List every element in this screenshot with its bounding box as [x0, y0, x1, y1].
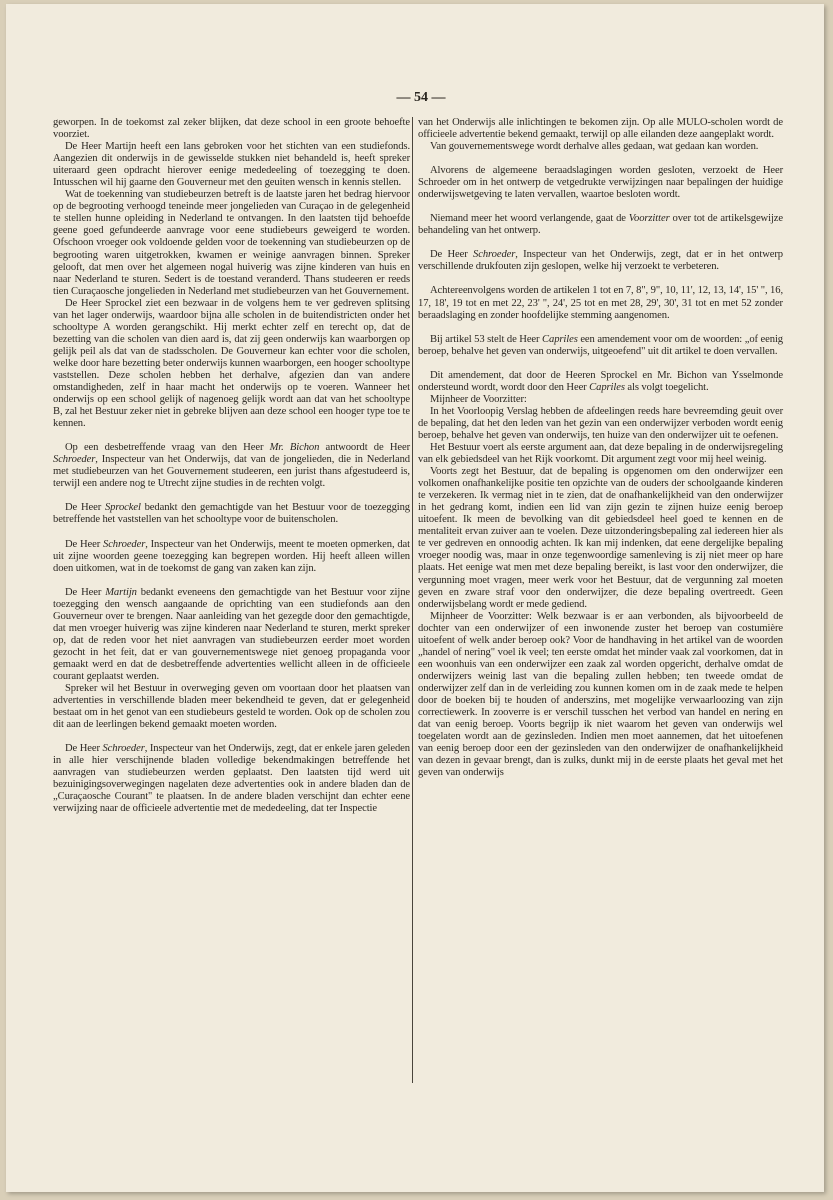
text-run: De Heer	[430, 249, 474, 261]
paragraph: Van gouvernementswege wordt derhalve alles gedaan, wat gedaan kan worden.	[430, 141, 759, 153]
text-run: over tot de artikelsgewijze behandeling van het ontwerp.	[418, 213, 783, 237]
text-run: , Inspecteur van het Onderwijs, dat van de jongelieden, die in Nederland met studiebeurzen van het Gouvernement studeeren, een jurist thans afgestudeerd is, terwijl een andere nog te Utrecht zijne studies in de rechten volgt.	[53, 454, 410, 490]
document-page	[6, 4, 824, 1192]
speaker-name: Martijn	[105, 586, 137, 598]
column-divider	[412, 117, 413, 1083]
paragraph: Mijnheer de Voorzitter:	[430, 393, 527, 405]
paragraph: In het Voorloopig Verslag hebben de afdeelingen reeds hare bevreemding geuit over de bepaling, dat het den leden van het gezin van een onderwijzer verboden wordt eenig beroep, behalve het geven van onderwijs, ten huize van den onderwijzer uit te oefenen.	[418, 405, 783, 441]
text-run: , Inspecteur van het Onderwijs, zegt, dat er in het ontwerp verschillende drukfouten zijn geslopen, welke hij verzoekt te verbeteren.	[418, 249, 783, 273]
paragraph: Achtereenvolgens worden de artikelen 1 tot en 7, 8", 9", 10, 11', 12, 13, 14', 15' ", 16, 17, 18', 19 tot en met 22, 23' ", 24', 25 tot en met 28, 29', 30', 31 tot en met 52 zonder beraadslaging en zonder hoofdelijke stemming aangenomen.	[418, 285, 783, 321]
speaker-name: Schroeder	[53, 454, 96, 466]
text-run: De Heer	[65, 586, 106, 598]
speaker-name: Sprockel	[104, 502, 141, 514]
paragraph: Voorts zegt het Bestuur, dat de bepaling is opgenomen om den onderwijzer een volkomen onafhankelijke positie ten opzichte van de ouders der schoolgaande kinderen te verzekeren. Ik vermag niet in te zien, dat de onafhankelijkheid van den onderwijzer in het gedrang komt, indien een lid van zijn gezin te zijnen huize eenig beroep uitoefent. Ik meen de bevolking van dit gebiedsdeel heel goed te kennen en de mentaliteit ervan zuiver aan te voelen. Deze uitzonderingsbepaling zal iedereen hier als te ver gedreven en onnoodig achten. Ik kan mij indenken, dat eene dergelijke bepaling vroeger noodig was, maar in onze tegenwoordige samenleving is zij niet meer op hare plaats. Het eenige wat men met deze bepaling bereikt, is last voor den onderwijzer, die vergunning moet vragen, meer werk voor het Bestuur, dat de vergunning zal moeten geven en zware straf voor den onderwijzer, die deze bepaling overtreedt. Geen onderwijsbelang wordt er mede gediend.	[418, 466, 783, 610]
paragraph	[53, 539, 410, 575]
paragraph: De Heer Martijn heeft een lans gebroken voor het stichten van een studiefonds. Aangezien dit onderwijs in de gewisselde stukken niet behandeld is, heeft spreker uiteraard geen opdracht hierover eenige mededeeling of toezegging te doen. Intusschen wil hij gaarne den Gouverneur met den geuiten wensch in kennis stellen.	[53, 141, 410, 189]
paragraph	[418, 249, 783, 273]
paragraph: Het Bestuur voert als eerste argument aan, dat deze bepaling in de onderwijsregeling van elk gebiedsdeel van het Rijk voorkomt. Dit argument zegt voor mij heel weinig.	[418, 441, 783, 466]
speaker-name: Voorzitter	[628, 213, 670, 225]
text-run: bedankt eveneens den gemachtigde van het Bestuur voor zijne toezegging den wensch aangaande de oprichting van een studiefonds aan den Gouverneur over te brengen. Naar aanleiding van het gezegde door den gemachtigde, dat men vroeger huiverig was zijne kinderen naar Nederland te sturen, merkt spreker op, dat de reden voor het niet aanvragen van studiebeurzen eerder moet worden gezocht in het feit, dat er van gouvernementswege niet genoeg propaganda voor gemaakt werd en dat de desbetreffende advertenties wellicht alleen in de officieele courant geplaatst werden.	[53, 586, 411, 682]
text-run: Op een desbetreffende vraag van den Heer	[65, 442, 270, 454]
speaker-name: Capriles	[589, 381, 625, 393]
text-run: bedankt den gemachtigde van het Bestuur voor de toezegging betreffende het vaststellen van het schooltype voor de buitenscholen.	[53, 502, 411, 526]
text-run: , Inspecteur van het Onderwijs, zegt, dat er enkele jaren geleden in alle hier verschijnende bladen volledige bekendmakingen betreffende het aanvragen van studiebeurzen werden geplaatst. Den laatsten tijd werd uit bezuinigingsoverwegingen nagelaten deze advertenties ook in andere bladen dan de „Curaçaosche Courant" te plaatsen. In de andere bladen verschijnt dan echter eene verwijzing naar de officieele advertentie met de mededeeling, dat ter Inspectie	[53, 743, 410, 815]
right-column	[418, 117, 783, 779]
paragraph	[418, 370, 783, 394]
paragraph: geworpen. In de toekomst zal zeker blijken, dat deze school in een groote behoefte voorziet.	[53, 117, 410, 141]
speaker-name: Capriles	[542, 333, 578, 345]
text-run: Dit amendement, dat door de Heeren Sprockel en Mr. Bichon van Ysselmonde ondersteund wordt, wordt door den Heer	[418, 369, 783, 393]
text-run: als volgt toegelicht.	[624, 381, 709, 393]
paragraph: van het Onderwijs alle inlichtingen te bekomen zijn. Op alle MULO-scholen wordt de officieele advertentie bekend gemaakt, terwijl op alle eilanden deze aangeplakt wordt.	[418, 117, 783, 141]
left-column	[53, 117, 410, 815]
paragraph	[53, 442, 410, 490]
paragraph	[53, 587, 410, 683]
paragraph: De Heer Sprockel ziet een bezwaar in de volgens hem te ver gedreven splitsing van het lager onderwijs, waardoor bijna alle scholen in de buitendistricten onder het schooltype A worden gerangschikt. Hij merkt echter zelf en terecht op, dat de bezetting van die scholen van dien aard is, dat zij geen onderwijs kan waarborgen op gelijk peil als dat van de stadsscholen. De Gouverneur kan echter voor die scholen, welke door hare bezetting beter onderwijs kunnen waarborgen, een hooger schooltype vaststellen. Deze scholen hebben het derhalve, afgezien dan van andere omstandigheden, zelf in haar macht het onderwijs op te voeren. Wanneer het onderwijs op een school gelijk of nagenoeg gelijk wordt aan dat van het schooltype B, zal het Bestuur zeker niet in gebreke blijven aan deze school een hooger type toe te kennen.	[53, 297, 410, 430]
text-run: De Heer	[65, 743, 103, 755]
paragraph	[418, 213, 783, 237]
paragraph	[53, 743, 410, 815]
speaker-name: Schroeder	[103, 538, 146, 550]
paragraph: Spreker wil het Bestuur in overweging geven om voortaan door het plaatsen van advertenties in verschillende bladen meer bekendheid te geven, dat er gelegenheid bestaat om in het genot van een studiebeurs gesteld te worden. Ook op de scholen zou dit aan de leerlingen bekend gemaakt moeten worden.	[53, 683, 410, 731]
text-run: Bij artikel 53 stelt de Heer	[430, 333, 543, 345]
text-run: , Inspecteur van het Onderwijs, meent te moeten opmerken, dat uit zijne woorden geene toezegging kan begrepen worden. Hij heeft alleen willen doen uitkomen, wat in de toekomst de gang van zaken kan zijn.	[53, 538, 410, 574]
text-run: een amendement voor om de woorden: „of eenig beroep, behalve het geven van onderwijs, uitgeoefend" uit dit artikel te doen vervallen.	[418, 333, 783, 357]
speaker-name: Mr. Bichon	[269, 442, 320, 454]
paragraph: Wat de toekenning van studiebeurzen betreft is de laatste jaren het bedrag hiervoor op de begrooting verhoogd teneinde meer jongelieden van Curaçao in de gelegenheid te stellen hunne opleiding in Nederland te ontvangen. In den laatsten tijd behoefde geene goed gefundeerde aanvrage voor eene studiebeurs geweigerd te worden. Ofschoon vroeger ook voldoende gelden voor de toekenning van studiebeurzen op de begrooting waren uitgetrokken, kwamen er weinige aanvragen binnen. Spreker gelooft, dat men over het algemeen nogal huiverig was zijne kinderen van huis en naar Nederland te sturen. Sedert is de toestand veranderd. Thans studeeren er reeds tien Curaçaosche jongelieden in Nederland met studiebeurzen van het Gouvernement.	[53, 189, 410, 297]
speaker-name: Schroeder	[102, 743, 145, 755]
page-number: — 54 —	[396, 90, 446, 105]
paragraph: Mijnheer de Voorzitter: Welk bezwaar is er aan verbonden, als bijvoorbeeld de dochter van een onderwijzer of een inwonende zuster het beroep van costumière uitoefent of welk ander beroep ook? Voor de handhaving in het artikel van de woorden „handel of nering" voel ik veel; ten eerste omdat het minder vaak zal voorkomen, dat in een woonhuis van een onderwijzer een zaak zal worden opgericht, derhalve omdat de onderwijzers weinig last van die bepaling zullen hebben; ten tweede omdat de onderwijzer zelf dan in de verleiding zou kunnen komen om in de zaak mede te helpen door de boeken bij te houden of anderszins, met mogelijke verwaarloozing van zijn correctiewerk. In zooverre is er verschil tusschen het verbod van handel en nering en dat van eenig beroep. Voorts begrijp ik niet waarom het geven van onderwijs wel toegelaten wordt aan de gezinsleden. Indien men moet aannemen, dat het uitoefenen van eenig beroep door een der gezinsleden van den onderwijzer de onafhankelijkheid van dezen in gevaar brengt, dan is zulks, dunkt mij in de eerste plaats het geval met het geven van onderwijs	[418, 610, 783, 779]
paragraph	[418, 334, 783, 358]
text-run: De Heer	[65, 538, 103, 550]
text-run: De Heer	[65, 502, 105, 514]
paragraph	[53, 502, 410, 526]
text-run: antwoordt de Heer	[319, 442, 410, 454]
speaker-name: Schroeder	[473, 249, 516, 261]
text-run: Niemand meer het woord verlangende, gaat de	[430, 213, 629, 225]
paragraph: Alvorens de algemeene beraadslagingen worden gesloten, verzoekt de Heer Schroeder om in het ontwerp de vetgedrukte verwijzingen naar bepalingen der huidige onderwijswetgeving te laten vervallen, waartoe besloten wordt.	[418, 165, 783, 201]
